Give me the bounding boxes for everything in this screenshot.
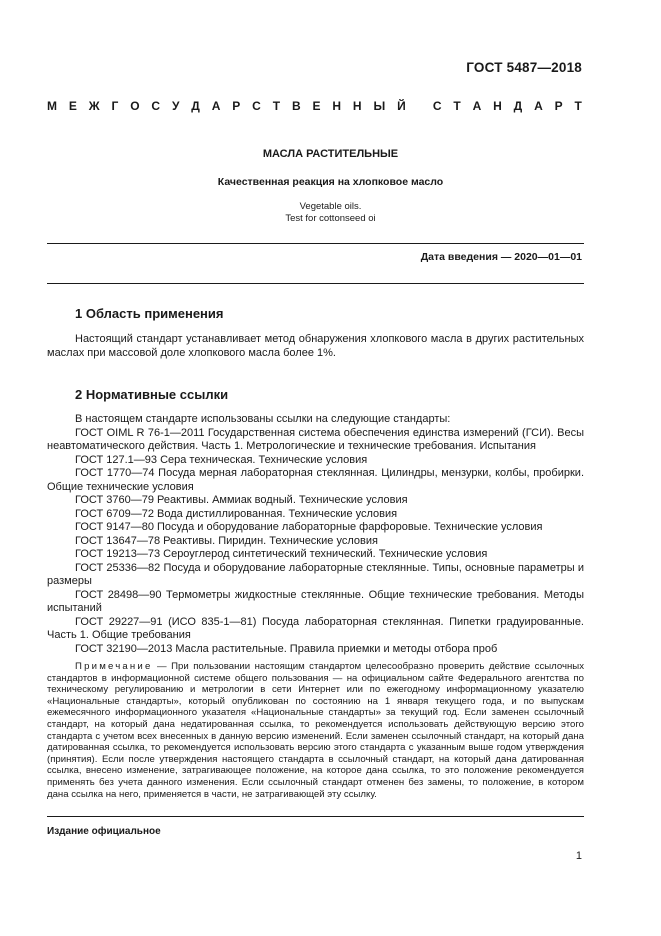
document-title: МАСЛА РАСТИТЕЛЬНЫЕ xyxy=(262,148,399,160)
title-divider-bottom xyxy=(47,283,584,284)
heading-letter: А xyxy=(472,99,482,113)
heading-letter: Н xyxy=(493,99,502,113)
scope-paragraph: Настоящий стандарт устанавливает метод обнаружения хлопкового масла в других растительных маслах при массовой доле хлопкового масла более 1%. xyxy=(47,333,584,359)
heading-letter: Т xyxy=(453,99,461,113)
heading-letter: Т xyxy=(574,99,582,113)
heading-letter: С xyxy=(151,99,161,113)
heading-letter: Н xyxy=(332,99,342,113)
references-note xyxy=(47,661,584,800)
heading-letter: Ы xyxy=(373,99,386,113)
heading-letter: О xyxy=(130,99,140,113)
heading-letter: С xyxy=(432,99,442,113)
references-intro: В настоящем стандарте использованы ссылки на следующие стандарты: xyxy=(75,413,451,425)
reference-item: ГОСТ 19213—73 Сероуглерод синтетический технический. Технические условия xyxy=(75,548,488,560)
reference-item: ГОСТ 13647—78 Реактивы. Пиридин. Технические условия xyxy=(75,534,378,547)
document-subtitle: Качественная реакция на хлопковое масло xyxy=(217,176,444,188)
reference-item: ГОСТ 25336—82 Посуда и оборудование лабораторные стеклянные. Типы, основные параметры и размеры xyxy=(47,561,584,587)
heading-letter: М xyxy=(47,99,57,113)
title-divider-top xyxy=(47,243,584,244)
heading-letter: Е xyxy=(68,99,77,113)
english-title-line-2: Test for cottonseed oi xyxy=(285,213,376,224)
introduction-date: Дата введения — 2020—01—01 xyxy=(420,251,582,263)
reference-item: ГОСТ 127.1—93 Сера техническая. Технические условия xyxy=(75,453,368,466)
reference-item: ГОСТ 28498—90 Термометры жидкостные стеклянные. Общие технические требования. Методы испытаний xyxy=(47,588,584,614)
heading-letter: Д xyxy=(191,99,200,113)
heading-letter: А xyxy=(534,99,543,113)
heading-letter: У xyxy=(171,99,180,113)
reference-item: ГОСТ 29227—91 (ИСО 835-1—81) Посуда лабораторная стеклянная. Пипетки градуированные. Часть 1. Общие требования xyxy=(47,615,584,641)
heading-letter: Т xyxy=(272,99,281,113)
official-edition-label: Издание официальное xyxy=(47,826,161,837)
heading-letter: В xyxy=(291,99,301,113)
heading-letter: Н xyxy=(352,99,362,113)
heading-letter: Г xyxy=(111,99,119,113)
heading-letter: А xyxy=(211,99,221,113)
note-label: Примечание xyxy=(75,661,153,672)
footer-divider xyxy=(47,816,584,817)
english-title-line-1: Vegetable oils. xyxy=(299,201,362,212)
note-text: — При пользовании настоящим стандартом целесообразно проверить действие ссылочных стандартов в информационной системе общего пользования — на официальном сайте Федерального агентства по техническому регулированию и метрологии в сети Интернет или по ежегодному информационному указателю «Национальные стандарты», который опубликован по состоянию на 1 января текущего года, и по выпускам ежемесячного информационного указателя «Национальные стандарты» за текущий год. Если заменен ссылочный стандарт, на который дана недатированная ссылка, то рекомендуется использовать действующую версию этого стандарта с учетом всех внесенных в данную версию изменений. Если заменен ссылочный стандарт, на который дана датированная ссылка, то рекомендуется использовать версию этого стандарта с указанным выше годом утверждения (принятия). Если после утверждения настоящего стандарта в ссылочный стандарт, на который дана датированная ссылка, внесено изменение, затрагивающее положение, на которое дана ссылка, то это положение рекомендуется применять без учета данного изменения. Если ссылочный стандарт отменен без замены, то положение, в котором дана ссылка на него, применяется в части, не затрагивающей эту ссылку. xyxy=(47,661,584,800)
reference-item: ГОСТ 1770—74 Посуда мерная лабораторная стеклянная. Цилиндры, мензурки, колбы, пробирки. Общие технические условия xyxy=(47,467,584,493)
gost-code: ГОСТ 5487—2018 xyxy=(466,60,582,75)
reference-item: ГОСТ 3760—79 Реактивы. Аммиак водный. Технические условия xyxy=(75,494,408,506)
heading-letter: Ж xyxy=(88,99,100,113)
heading-letter: С xyxy=(252,99,261,113)
heading-letter: Й xyxy=(397,99,406,113)
reference-item: ГОСТ 32190—2013 Масла растительные. Правила приемки и методы отбора проб xyxy=(75,642,498,655)
heading-word-gap xyxy=(418,99,421,113)
section-heading-scope: 1 Область применения xyxy=(75,306,224,321)
reference-item: ГОСТ 9147—80 Посуда и оборудование лабораторные фарфоровые. Технические условия xyxy=(75,521,543,533)
interstate-standard-label xyxy=(47,99,582,113)
reference-item: ГОСТ OIML R 76-1—2011 Государственная система обеспечения единства измерений (ГСИ). Весы неавтоматического действия. Часть 1. Метрологические и технические требования. Испытания xyxy=(47,426,584,452)
reference-item: ГОСТ 6709—72 Вода дистиллированная. Технические условия xyxy=(75,507,398,520)
heading-letter: Е xyxy=(312,99,321,113)
heading-letter: Р xyxy=(554,99,563,113)
section-heading-references: 2 Нормативные ссылки xyxy=(75,387,229,402)
references-list xyxy=(47,413,584,656)
heading-letter: Р xyxy=(232,99,241,113)
heading-letter: Д xyxy=(513,99,523,113)
page-number: 1 xyxy=(575,850,582,862)
